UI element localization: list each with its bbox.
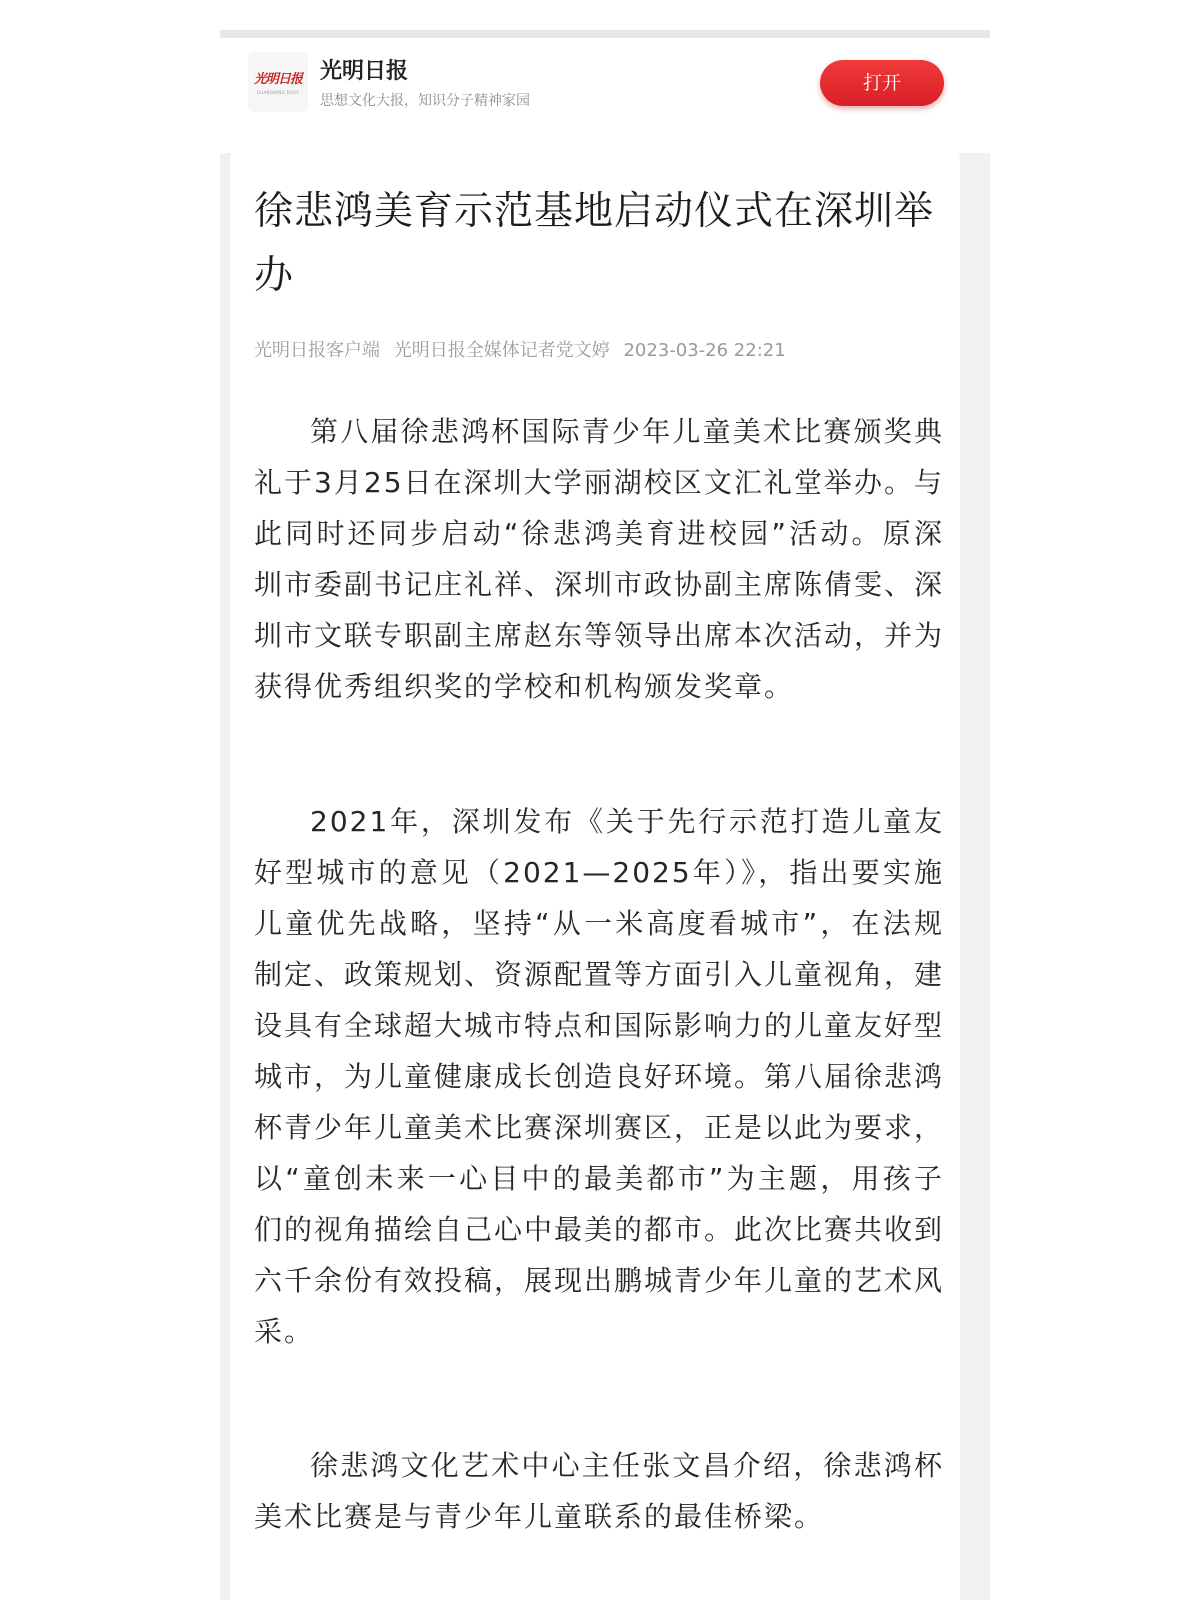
article-datetime: 2023-03-26 22:21 [623,340,786,361]
logo-wordmark: 光明日报 [253,72,302,87]
article-source: 光明日报客户端 [254,340,380,361]
article-author: 光明日报全媒体记者党文婷 [393,340,610,361]
app-logo [248,52,308,112]
article-meta [254,336,954,362]
app-name: 光明日报 [320,58,409,84]
app-slogan: 思想文化大报，知识分子精神家园 [320,93,530,109]
article-title: 徐悲鸿美育示范基地启动仪式在深圳举办 [254,189,935,298]
app-download-banner [220,38,990,153]
logo-subtext: GUANGMING DAILY [256,90,300,95]
article-paragraph: 2021年，深圳发布《关于先行示范打造儿童友好型城市的意见（2021—2025年）》，指出要实施儿童优先战略，坚持“从一米高度看城市”，在法规制定、政策规划、资源配置等方面引入儿童视角，建设具有全球超大城市特点和国际影响力的儿童友好型城市，为儿童健康成长创造良好环境。第八届徐悲鸿杯青少年儿童美术比赛深圳赛区，正是以此为要求，以“童创未来一心目中的最美都市”为主题，用孩子们的视角描绘自己心中最美的都市。此次比赛共收到六千余份有效投稿，展现出鹏城青少年儿童的艺术风采。 [254,805,945,1348]
article-paragraph: 徐悲鸿文化艺术中心主任张文昌介绍，徐悲鸿杯美术比赛是与青少年儿童联系的最佳桥梁。 [254,1449,944,1533]
top-divider [220,30,990,38]
article-card [230,140,960,1600]
open-app-button[interactable]: 打开 [820,60,944,106]
article-page [220,30,990,1600]
article-paragraph: 第八届徐悲鸿杯国际青少年儿童美术比赛颁奖典礼于3月25日在深圳大学丽湖校区文汇礼堂举办。与此同时还同步启动“徐悲鸿美育进校园”活动。原深圳市委副书记庄礼祥、深圳市政协副主席陈倩雯、深圳市文联专职副主席赵东等领导出席本次活动，并为获得优秀组织奖的学校和机构颁发奖章。 [254,415,945,703]
